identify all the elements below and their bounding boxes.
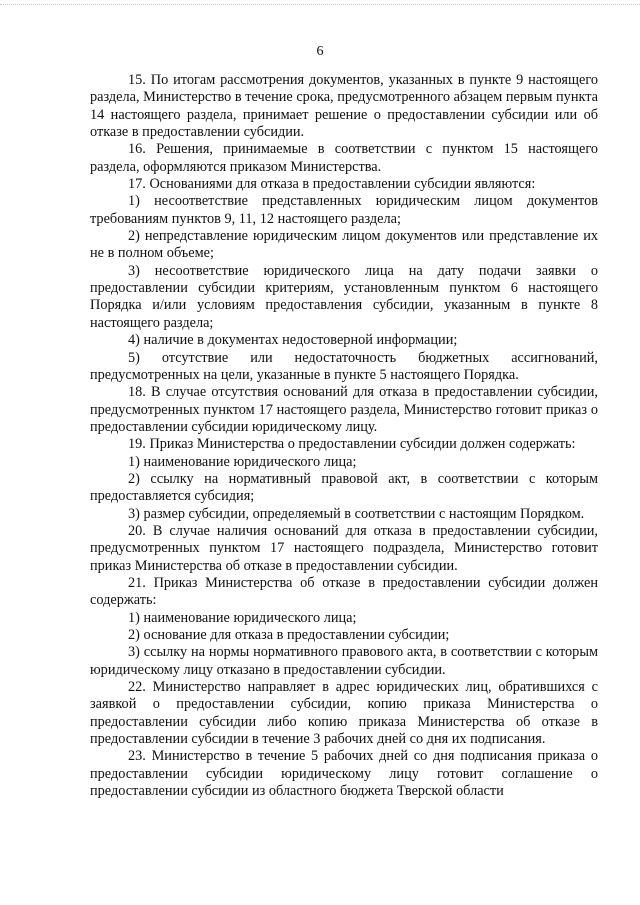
- list-item-19-1: 1) наименование юридического лица;: [128, 453, 357, 470]
- list-item-17-4: 4) наличие в документах недостоверной информации;: [128, 332, 458, 349]
- paragraph-18: 18. В случае отсутствия оснований для отказа в предоставлении субсидии, предусмотренных пунктом 17 настоящего раздела, Министерство готовит приказ о предоставлении субсидии юридическому лицу.: [90, 384, 598, 435]
- list-item-21-1: 1) наименование юридического лица;: [128, 609, 357, 626]
- list-item-17-2: 2) непредставление юридическим лицом документов или представление их не в полном объеме;: [90, 228, 598, 262]
- list-item-17-1: 1) несоответствие представленных юридическим лицом документов требованиям пунктов 9, 11, 12 настоящего раздела;: [90, 193, 598, 227]
- paragraph-16: 16. Решения, принимаемые в соответствии с пунктом 15 настоящего раздела, оформляются приказом Министерства.: [90, 141, 598, 175]
- list-item-19-2: 2) ссылку на нормативный правовой акт, в соответствии с которым предоставляется субсидия;: [90, 470, 598, 505]
- document-body: [90, 72, 598, 800]
- page-number: 6: [316, 44, 324, 59]
- paragraph-19: 19. Приказ Министерства о предоставлении субсидии должен содержать:: [128, 436, 576, 453]
- paragraph-17: 17. Основаниями для отказа в предоставлении субсидии являются:: [128, 176, 536, 193]
- paragraph-23: 23. Министерство в течение 5 рабочих дней со дня подписания приказа о предоставлении субсидии юридическому лицу готовит соглашение о предоставлении субсидии из областного бюджета Тверской области: [90, 748, 598, 800]
- scan-edge-line: [0, 4, 640, 5]
- paragraph-20: 20. В случае наличия оснований для отказа в предоставлении субсидии, предусмотренных пунктом 17 настоящего подраздела, Министерство готовит приказ Министерства об отказе в предоставлении субсидии.: [90, 522, 598, 574]
- paragraph-22: 22. Министерство направляет в адрес юридических лиц, обратившихся с заявкой о предоставлении субсидии, копию приказа Министерства о предоставлении субсидии либо копию приказа Министерства об отказе в предоставлении субсидии в течение 3 рабочих дней со дня их подписания.: [90, 679, 598, 748]
- list-item-21-2: 2) основание для отказа в предоставлении субсидии;: [128, 627, 450, 643]
- list-item-19-3: 3) размер субсидии, определяемый в соответствии с настоящим Порядком.: [128, 505, 585, 522]
- paragraph-21: 21. Приказ Министерства об отказе в предоставлении субсидии должен содержать:: [90, 574, 598, 609]
- list-item-21-3: 3) ссылку на нормы нормативного правового акта, в соответствии с которым юридическому лицу отказано в предоставлении субсидии.: [90, 644, 598, 678]
- list-item-17-5: 5) отсутствие или недостаточность бюджетных ассигнований, предусмотренных на цели, указанные в пункте 5 настоящего Порядка.: [90, 349, 598, 383]
- list-item-17-3: 3) несоответствие юридического лица на дату подачи заявки о предоставлении субсидии критериям, установленным пунктом 6 настоящего Порядка и/или условиям предоставления субсидии, указанным в пункте 8 настоящего раздела;: [90, 262, 598, 331]
- paragraph-15: 15. По итогам рассмотрения документов, указанных в пункте 9 настоящего раздела, Министерство в течение срока, предусмотренного абзацем первым пункта 14 настоящего раздела, принимает решение о предоставлении субсидии или об отказе в предоставлении субсидии.: [90, 72, 598, 141]
